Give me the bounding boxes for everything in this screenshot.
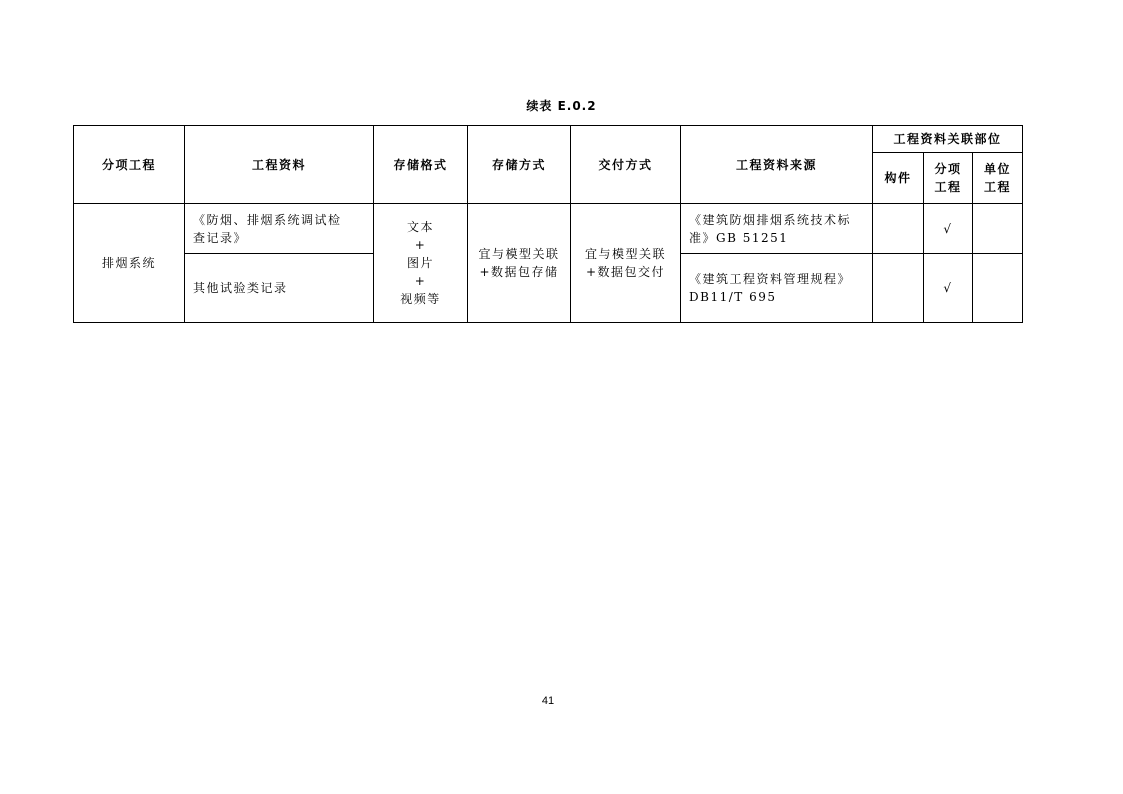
header-row-1 — [74, 126, 1023, 153]
page-number: 41 — [541, 695, 555, 707]
header-unit-line1: 单位 — [983, 162, 1011, 176]
header-item: 分项工程 — [74, 126, 185, 204]
source-cell — [681, 204, 873, 254]
format-line: 文本 — [406, 220, 434, 234]
header-source: 工程资料来源 — [681, 126, 873, 204]
material-cell — [185, 204, 374, 254]
format-line: + — [414, 274, 427, 288]
material-line: 《防烟、排烟系统调试检 — [193, 212, 342, 227]
storage-line: +数据包存储 — [479, 265, 559, 279]
delivery-cell — [571, 204, 681, 323]
sub-project-check: √ — [924, 254, 973, 323]
unit-project-cell — [973, 204, 1023, 254]
source-line: DB11/T 695 — [689, 290, 777, 304]
source-line: 《建筑防烟排烟系统技术标 — [689, 212, 852, 227]
header-delivery: 交付方式 — [571, 126, 681, 204]
storage-line: 宜与模型关联 — [478, 247, 560, 261]
format-cell — [374, 204, 468, 323]
material-line: 其他试验类记录 — [193, 281, 288, 295]
header-unit-line2: 工程 — [983, 180, 1011, 194]
storage-cell — [468, 204, 571, 323]
table-caption: 续表 E.0.2 — [526, 99, 597, 113]
table-row — [74, 204, 1023, 254]
header-unit-project — [973, 153, 1023, 204]
unit-project-cell — [973, 254, 1023, 323]
delivery-line: 宜与模型关联 — [584, 247, 666, 261]
header-component: 构件 — [873, 153, 924, 204]
header-assoc-group: 工程资料关联部位 — [873, 126, 1023, 153]
material-line: 查记录》 — [193, 230, 248, 245]
source-line: 《建筑工程资料管理规程》 — [689, 272, 852, 286]
material-cell — [185, 254, 374, 323]
data-table — [73, 125, 1023, 323]
component-cell — [873, 254, 924, 323]
sub-project-check: √ — [924, 204, 973, 254]
format-line: 图片 — [406, 256, 434, 270]
header-sub-project — [924, 153, 973, 204]
format-line: + — [414, 238, 427, 252]
source-cell — [681, 254, 873, 323]
delivery-line: +数据包交付 — [585, 265, 666, 279]
header-storage: 存储方式 — [468, 126, 571, 204]
header-format: 存储格式 — [374, 126, 468, 204]
header-sub-line1: 分项 — [934, 162, 962, 176]
item-cell: 排烟系统 — [74, 204, 185, 323]
format-line: 视频等 — [400, 292, 441, 306]
component-cell — [873, 204, 924, 254]
header-material: 工程资料 — [185, 126, 374, 204]
source-line: 准》GB 51251 — [689, 230, 789, 245]
header-sub-line2: 工程 — [934, 180, 962, 194]
